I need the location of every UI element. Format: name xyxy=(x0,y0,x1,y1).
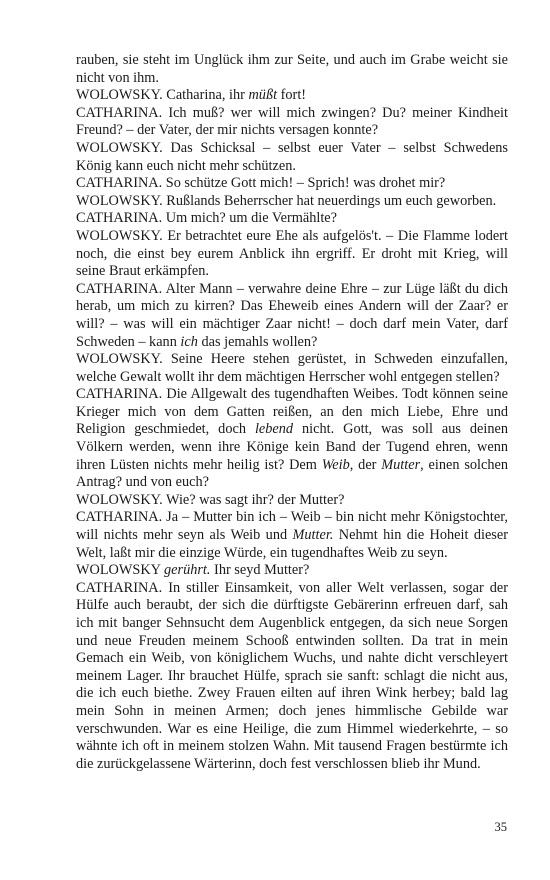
text-run: WOLOWSKY xyxy=(76,562,165,579)
text-run: CATHARINA. Die Allgewalt des tugendhaften Weibes. Todt können seine Krieger mich von dem Gatten reißen, an den mich Liebe, Ehre und Religion geschmiedet, doch xyxy=(76,386,508,438)
text-run: Nehmt hin die Hoheit dieser Welt, laßt mir die einzige Würde, ein tugendhaftes Weib zu seyn. xyxy=(76,527,508,561)
page-body xyxy=(76,52,508,773)
paragraph xyxy=(76,210,508,228)
text-run: fort! xyxy=(277,87,307,104)
text-run: , der xyxy=(349,456,382,473)
italic-text: Mutter xyxy=(381,456,421,473)
paragraph xyxy=(76,193,508,211)
text-run: rauben, sie steht im Unglück ihm zur Seite, und auch im Grabe weicht sie nicht von ihm. xyxy=(76,52,508,86)
italic-text: gerührt. xyxy=(164,562,211,579)
paragraph xyxy=(76,228,508,281)
paragraph xyxy=(76,492,508,510)
paragraph xyxy=(76,175,508,193)
page-number: 35 xyxy=(494,820,507,834)
text-run: CATHARINA. In stiller Einsamkeit, von aller Welt verlassen, sogar der Hülfe auch beraubt, der sich die dürftigste Gebärerinn erfreuen darf, sah ich mit banger Sehnsucht dem Augenblick entgegen, da sich neue Sorgen und neue Freuden meinem Schooß entwinden sollten. Da trat in mein Gemach ein Weib, von königlichem Wuchs, und nahte dicht verschleyert meinem Lager. Ihr brauchet Hülfe, sprach sie sanft: schlagt die nicht aus, die ich euch biethe. Zwey Frauen eilten auf ihren Wink herbey; bald lag mein Sohn in meinen Armen; doch jenes himmlische Gebilde war verschwunden. War es eine Heilige, die zum Himmel wiederkehrte, – so wähnte ich oft in meinem stolzen Wahn. Mit tausend Fragen bestürmte ich die zurückgelassene Wärterinn, doch fest verschlossen blieb ihr Mund. xyxy=(76,579,508,772)
paragraph xyxy=(76,509,508,562)
italic-text: lebend xyxy=(254,421,294,438)
text-run: WOLOWSKY. Das Schicksal – selbst euer Vater – selbst Schwedens König kann euch nicht mehr schützen. xyxy=(76,139,508,174)
paragraph xyxy=(76,351,508,386)
text-run: , einen solchen Antrag? und von euch? xyxy=(76,456,508,491)
paragraph xyxy=(76,87,508,105)
text-run: CATHARINA. Alter Mann – verwahre deine Ehre – zur Lüge läßt du dich herab, um mich zu kirren? Das Eheweib eines Andern will der Zaar? er will? – was will ein mächtiger Zaar nicht! – doch darf mein Vater, darf Schweden – kann xyxy=(76,280,508,350)
text-run: WOLOWSKY. Wie? was sagt ihr? der Mutter? xyxy=(76,491,345,508)
text-run: das jemahls wollen? xyxy=(197,333,318,350)
text-run: WOLOWSKY. Rußlands Beherrscher hat neuerdings um euch geworben. xyxy=(76,192,497,209)
paragraph xyxy=(76,281,508,351)
italic-text: ich xyxy=(180,333,198,350)
text-run: Ihr seyd Mutter? xyxy=(210,562,310,579)
text-run: CATHARINA. So schütze Gott mich! – Sprich! was drohet mir? xyxy=(76,175,446,192)
italic-text: Weib xyxy=(321,456,350,473)
text-run: CATHARINA. Ja – Mutter bin ich – Weib – bin nicht mehr Königstochter, will nichts mehr seyn als Weib und xyxy=(76,509,508,544)
paragraph xyxy=(76,105,508,140)
text-run: WOLOWSKY. Seine Heere stehen gerüstet, in Schweden einzufallen, welche Gewalt wollt ihr dem mächtigen Herrscher wohl entgegen stellen? xyxy=(76,351,508,385)
paragraph xyxy=(76,52,508,87)
paragraph xyxy=(76,580,508,774)
text-run: nicht. Gott, was soll aus deinen Völkern werden, wenn ihre Könige kein Band der Tugend ehren, wenn ihren Lüsten nichts mehr heilig ist? Dem xyxy=(76,421,508,473)
text-run: CATHARINA. Ich muß? wer will mich zwingen? Du? meiner Kindheit Freund? – der Vater, der mir nichts versagen konnte? xyxy=(76,104,508,139)
text-run: WOLOWSKY. Catharina, ihr xyxy=(76,87,249,104)
paragraph xyxy=(76,562,508,580)
paragraph xyxy=(76,140,508,175)
text-run: CATHARINA. Um mich? um die Vermählte? xyxy=(76,210,338,227)
italic-text: müßt xyxy=(248,87,278,104)
text-run: WOLOWSKY. Er betrachtet eure Ehe als aufgelös't. – Die Flamme lodert noch, die einst bey eurem Anblick ihn ergriff. Er droht mit Krieg, will seine Braut erkämpfen. xyxy=(76,227,508,280)
paragraph xyxy=(76,386,508,492)
italic-text: Mutter. xyxy=(292,527,334,544)
